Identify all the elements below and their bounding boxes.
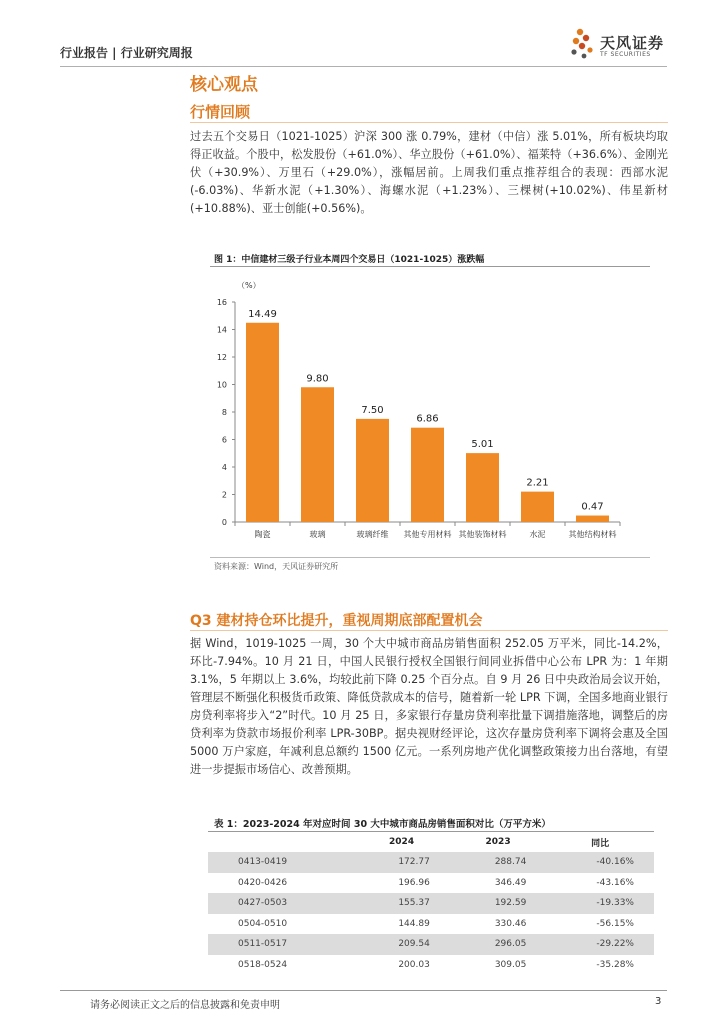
x-category-label: 其他结构材料 xyxy=(568,530,617,539)
bar xyxy=(246,323,279,522)
table-row xyxy=(208,893,654,914)
figure-bottom-rule xyxy=(210,557,650,558)
table-cell: 296.05 xyxy=(450,934,547,955)
table-cell: 288.74 xyxy=(450,852,547,873)
table-cell: -19.33% xyxy=(546,893,654,914)
table-cell: 0420-0426 xyxy=(238,877,288,888)
table-header-cell: 同比 xyxy=(591,838,610,849)
y-tick-label: 12 xyxy=(216,353,227,362)
brand-name: 天风证券 xyxy=(600,34,665,52)
x-category-label: 其他装饰材料 xyxy=(458,530,507,539)
q3-paragraph: 据 Wind，1019-1025 一周，30 个大中城市商品房销售面积 252.05 万平米，同比-14.2%，环比-7.94%。10 月 21 日，中国人民银行授权全国银行间同业拆借中心公布 LPR 为：1 年期 3.1%，5 年期以上 3.6%，均较此前下降 0.25 个百分点。自 9 月 26 日中央政治局会议开始，管理层不断强化积极货币政策、降低贷款成本的信号，随着新一轮 LPR 下调，全国多地商业银行房贷利率将步入“2”时代。10 月 25 日，多家银行存量房贷利率批量下调措施落地，调整后的房贷利率为贷款市场报价利率 LPR-30BP。据央视财经评论，这次存量房贷利率下调将会惠及全国 5000 万户家庭，年减利息总额约 1500 亿元。一系列房地产优化调整政策接力出台落地，有望进一步提振市场信心、改善预期。 xyxy=(190,637,668,776)
figure-source: 资料来源：Wind，天风证券研究所 xyxy=(214,562,339,571)
q3-title: Q3 建材持仓环比提升，重视周期底部配置机会 xyxy=(190,613,483,629)
y-tick-label: 8 xyxy=(221,408,227,417)
bar xyxy=(301,387,334,522)
header-divider xyxy=(60,66,667,67)
footer-disclaimer: 请务必阅读正文之后的信息披露和免责申明 xyxy=(90,1000,280,1011)
table-row xyxy=(208,873,654,894)
bar-value-label: 5.01 xyxy=(471,439,494,451)
x-category-label: 水泥 xyxy=(529,530,546,539)
table-cell: 196.96 xyxy=(398,877,430,888)
table-cell: 346.49 xyxy=(494,877,527,888)
x-category-label: 其他专用材料 xyxy=(403,530,452,539)
bar-value-label: 2.21 xyxy=(526,477,549,489)
x-category-label: 陶瓷 xyxy=(254,530,271,539)
table-title: 表 1：2023-2024 年对应时间 30 大中城市商品房销售面积对比（万平方米） xyxy=(214,819,551,830)
figure-title: 图 1：中信建材三级子行业本周四个交易日（1021-1025）涨跌幅 xyxy=(214,255,485,265)
table-cell: 0427-0503 xyxy=(208,893,353,914)
table-row xyxy=(208,914,654,935)
sales-area-table xyxy=(208,832,654,975)
y-tick-label: 2 xyxy=(221,490,227,500)
review-paragraph: 过去五个交易日（1021-1025）沪深 300 涨 0.79%，建材（中信）涨 5.01%，所有板块均取得正收益。个股中，松发股份（+61.0%）、华立股份（+61.0%）、福莱特（+36.6%）、金刚光伏（+30.9%）、万里石（+29.0%），涨幅居前。上周我们重点推荐组合的表现：西部水泥(-6.03%)、华新水泥（+1.30%）、海螺水泥（+1.23%）、三棵树(+10.02%)、伟星新材(+10.88%)、亚士创能(+0.56%)。 xyxy=(190,130,668,215)
table-header-cell: 2024 xyxy=(389,837,415,847)
table-cell: -35.28% xyxy=(596,959,634,970)
footer-divider xyxy=(60,990,667,991)
table-header-cell xyxy=(208,832,353,852)
y-tick-label: 0 xyxy=(221,518,227,527)
bar xyxy=(521,492,554,522)
bar xyxy=(576,516,609,522)
y-tick-label: 10 xyxy=(216,380,227,390)
table-cell: 0518-0524 xyxy=(238,959,288,970)
bar-chart xyxy=(205,272,645,554)
q3-title-underline xyxy=(190,630,668,631)
x-category-label: 玻璃 xyxy=(309,530,326,539)
x-category-label: 玻璃纤维 xyxy=(356,530,389,539)
table-cell: 200.03 xyxy=(398,959,430,970)
table-cell: -43.16% xyxy=(596,877,634,888)
y-tick-label: 6 xyxy=(221,435,227,445)
table-header-row xyxy=(208,832,654,852)
bar-value-label: 14.49 xyxy=(248,308,277,320)
bar xyxy=(466,453,499,522)
review-title-underline xyxy=(190,122,668,123)
page-number: 3 xyxy=(655,996,662,1007)
y-unit-label: （%） xyxy=(237,281,261,290)
table-cell: 330.46 xyxy=(494,918,527,929)
table-header-cell: 2023 xyxy=(485,837,511,847)
figure-top-rule xyxy=(210,266,650,267)
table-cell: 172.77 xyxy=(353,852,450,873)
table-cell: 0511-0517 xyxy=(208,934,353,955)
bar-value-label: 6.86 xyxy=(416,413,439,425)
table-cell: -40.16% xyxy=(546,852,654,873)
table-cell: 309.05 xyxy=(494,959,527,970)
y-tick-label: 14 xyxy=(216,325,227,335)
brand-subtitle: TF SECURITIES xyxy=(600,51,651,58)
table-row xyxy=(208,852,654,873)
y-tick-label: 4 xyxy=(221,463,227,472)
table-cell: 155.37 xyxy=(353,893,450,914)
bar-value-label: 7.50 xyxy=(361,404,384,416)
table-cell: 144.89 xyxy=(398,918,430,929)
report-breadcrumb: 行业报告 | 行业研究周报 xyxy=(60,46,193,60)
table-cell: 192.59 xyxy=(450,893,547,914)
table-cell: 209.54 xyxy=(353,934,450,955)
y-tick-label: 16 xyxy=(216,298,227,307)
table-cell: 0413-0419 xyxy=(208,852,353,873)
table-row xyxy=(208,955,654,976)
table-cell: 0504-0510 xyxy=(238,918,288,929)
table-row xyxy=(208,934,654,955)
bar xyxy=(411,428,444,522)
table-cell: -29.22% xyxy=(546,934,654,955)
section-title: 核心观点 xyxy=(190,75,258,95)
table-cell: -56.15% xyxy=(596,918,634,929)
bar xyxy=(356,419,389,522)
bar-value-label: 9.80 xyxy=(306,373,329,385)
review-title: 行情回顾 xyxy=(190,103,251,121)
bar-value-label: 0.47 xyxy=(581,501,604,513)
